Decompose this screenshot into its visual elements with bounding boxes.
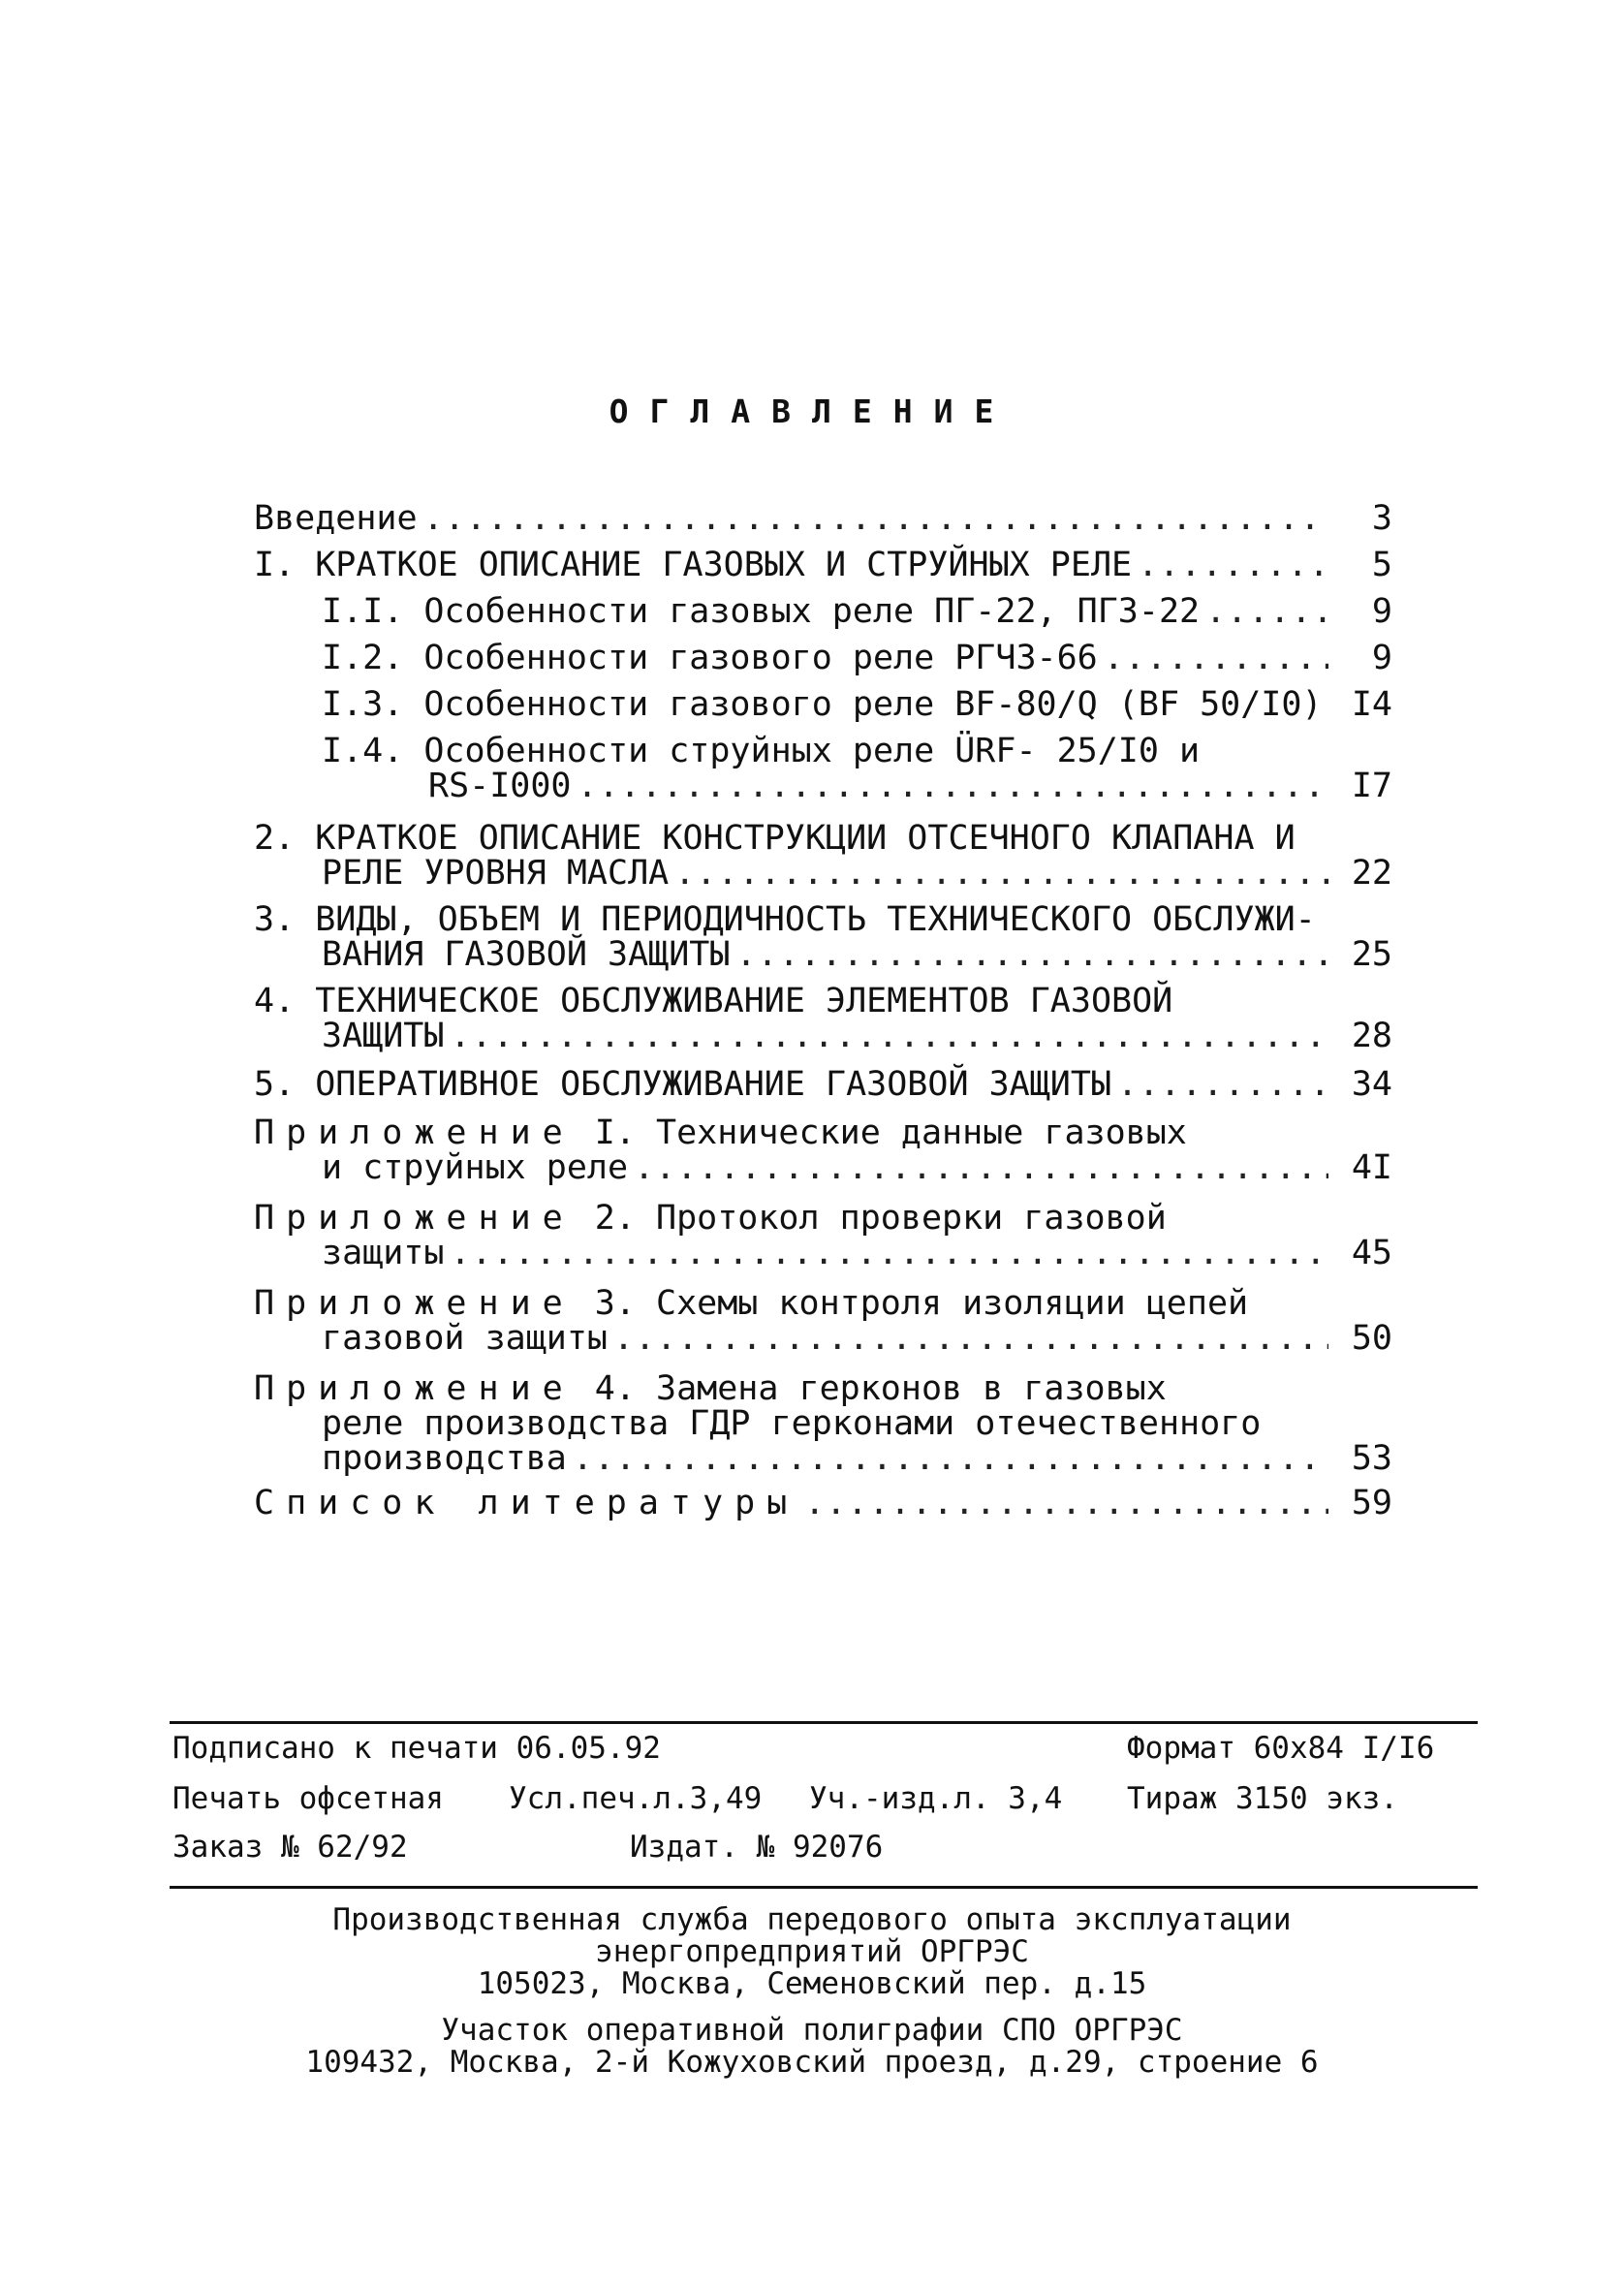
toc-leader-dots (804, 1486, 1328, 1521)
toc-entry-text: и струйных реле (322, 1148, 629, 1187)
page-title: ОГЛАВЛЕНИЕ (609, 392, 1015, 430)
toc-entry (254, 821, 1392, 891)
toc-leader-dots (450, 1019, 1328, 1053)
toc-entry (254, 687, 1392, 722)
toc-entry (254, 1371, 1392, 1476)
footer-address2: 109432, Москва, 2-й Кожуховский проезд, д.29, строение 6 (305, 2045, 1319, 2080)
toc-entry-text: Введение (254, 499, 418, 538)
toc-leader-dots (613, 1321, 1328, 1356)
toc-entry-text: защиты (322, 1234, 445, 1272)
toc-entry-text: I.I. Особенности газовых реле ПГ-22, ПГЗ-22 (322, 592, 1201, 631)
toc-page-number: 59 (1351, 1484, 1392, 1522)
toc-page-number: 25 (1351, 935, 1392, 974)
footer-address1: 105023, Москва, Семеновский пер. д.15 (477, 1966, 1147, 2001)
toc-page-number: 9 (1371, 639, 1392, 677)
toc-entry-text: 3. ВИДЫ, ОБЪЕМ И ПЕРИОДИЧНОСТЬ ТЕХНИЧЕСКОГО ОБСЛУЖИ- (254, 900, 1316, 939)
imprint-uch: Уч.-изд.л. 3,4 (809, 1781, 1063, 1816)
toc-entry (254, 902, 1392, 972)
imprint-format: Формат 60х84 I/I6 (1127, 1731, 1435, 1766)
toc-page-number: 34 (1351, 1065, 1392, 1104)
imprint-usl: Усл.печ.л.3,49 (509, 1781, 763, 1816)
toc-entry-text: 2. КРАТКОЕ ОПИСАНИЕ КОНСТРУКЦИИ ОТСЕЧНОГО КЛАПАНА И (254, 819, 1296, 858)
toc-entry (254, 501, 1392, 536)
toc-entry-label-spaced: Приложение (254, 1369, 575, 1408)
imprint-izdat: Издат. № 92076 (630, 1830, 884, 1865)
toc-page-number: 9 (1371, 592, 1392, 631)
toc-entry-text: 4. ТЕХНИЧЕСКОЕ ОБСЛУЖИВАНИЕ ЭЛЕМЕНТОВ ГАЗОВОЙ (254, 982, 1173, 1020)
toc-leader-dots (1117, 1067, 1328, 1102)
toc-entry (254, 641, 1392, 675)
table-of-contents (254, 489, 1392, 1521)
toc-page-number: 28 (1351, 1017, 1392, 1055)
toc-entry-label-spaced: Приложение (254, 1284, 575, 1323)
toc-page-number: 3 (1371, 499, 1392, 538)
toc-entry-text: ВАНИЯ ГАЗОВОЙ ЗАЩИТЫ (322, 935, 731, 974)
toc-entry-text: I.2. Особенности газового реле РГЧЗ-66 (322, 639, 1098, 677)
toc-entry-text: 3. Схемы контроля изоляции цепей (574, 1284, 1249, 1323)
imprint-signed: Подписано к печати 06.05.92 (172, 1731, 661, 1766)
toc-page-number: 22 (1351, 854, 1392, 893)
footer-print-org: Участок оперативной полиграфии СПО ОРГРЭС (441, 2013, 1183, 2048)
toc-leader-dots (1205, 594, 1328, 629)
toc-page-number: 4I (1351, 1148, 1392, 1187)
toc-entry (254, 984, 1392, 1053)
toc-entry-text: реле производства ГДР герконами отечественного (322, 1404, 1262, 1443)
toc-leader-dots (634, 1150, 1328, 1185)
toc-entry (254, 1201, 1392, 1270)
toc-leader-dots (735, 937, 1328, 972)
imprint-top-rule (170, 1721, 1478, 1724)
toc-entry (254, 734, 1392, 803)
toc-entry-label-spaced: Приложение (254, 1113, 575, 1152)
toc-entry-text: производства (322, 1439, 567, 1478)
toc-entry-text: RS-I000 (428, 767, 572, 805)
toc-entry-text: РЕЛЕ УРОВНЯ МАСЛА (322, 854, 670, 893)
toc-page-number: 53 (1351, 1439, 1392, 1478)
imprint-print: Печать офсетная (172, 1781, 444, 1816)
toc-page-number: I4 (1351, 685, 1392, 724)
toc-entry (254, 1486, 1392, 1521)
toc-leader-dots (1138, 548, 1328, 582)
toc-entry (254, 594, 1392, 629)
toc-entry-text: 5. ОПЕРАТИВНОЕ ОБСЛУЖИВАНИЕ ГАЗОВОЙ ЗАЩИТЫ (254, 1065, 1112, 1104)
toc-entry (254, 1286, 1392, 1356)
footer-org1: Производственная служба передового опыта эксплуатации (332, 1902, 1292, 1937)
toc-entry (254, 548, 1392, 582)
imprint-tirazh: Тираж 3150 экз. (1127, 1781, 1398, 1816)
toc-leader-dots (450, 1236, 1328, 1270)
imprint-bottom-rule (170, 1886, 1478, 1889)
toc-page-number: 5 (1371, 546, 1392, 584)
toc-entry-text: I. КРАТКОЕ ОПИСАНИЕ ГАЗОВЫХ И СТРУЙНЫХ РЕЛЕ (254, 546, 1133, 584)
toc-entry-text: газовой защиты (322, 1319, 609, 1358)
toc-entry-text: I. Технические данные газовых (574, 1113, 1187, 1152)
imprint-order: Заказ № 62/92 (172, 1830, 408, 1865)
toc-page-number: I7 (1351, 767, 1392, 805)
toc-leader-dots (573, 1441, 1328, 1476)
toc-leader-dots (1104, 641, 1328, 675)
toc-leader-dots (423, 501, 1328, 536)
toc-leader-dots (578, 768, 1328, 803)
toc-entry-text: ЗАЩИТЫ (322, 1017, 445, 1055)
toc-entry (254, 1067, 1392, 1102)
toc-entry-text: 2. Протокол проверки газовой (574, 1199, 1167, 1238)
toc-page-number: 45 (1351, 1234, 1392, 1272)
toc-entry-label-spaced: Список литературы (254, 1484, 799, 1522)
toc-entry-text: I.4. Особенности струйных реле ÜRF- 25/I0 и (322, 732, 1201, 770)
toc-entry (254, 1115, 1392, 1185)
toc-entry-text: I.3. Особенности газового реле BF-80/Q (BF 50/I0) (322, 685, 1323, 724)
toc-entry-label-spaced: Приложение (254, 1199, 575, 1238)
toc-entry-text: 4. Замена герконов в газовых (574, 1369, 1167, 1408)
footer-org2: энергопредприятий ОРГРЭС (595, 1934, 1029, 1969)
toc-leader-dots (674, 856, 1328, 891)
toc-page-number: 50 (1351, 1319, 1392, 1358)
